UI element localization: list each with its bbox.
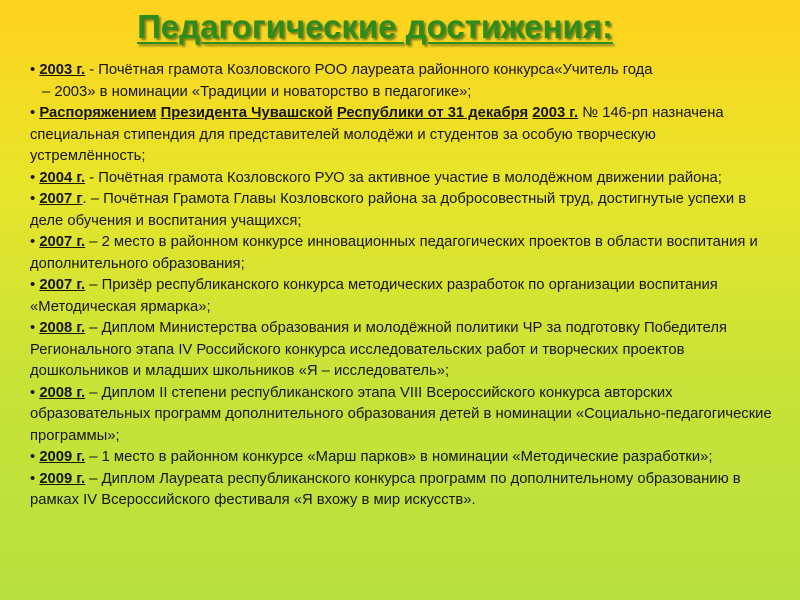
- achievements-list: [30, 60, 775, 512]
- list-item: [30, 318, 775, 383]
- bullet: •: [30, 384, 36, 401]
- bullet: •: [30, 169, 36, 186]
- list-item: [30, 60, 775, 103]
- item-year: 2007 г.: [39, 234, 86, 250]
- item-text: . – Почётная Грамота Главы Козловского района за добросовестный труд, достигнутые успехи в деле обучения и воспитания учащихся;: [30, 191, 747, 229]
- item-lead-part: Распоряжением: [39, 105, 157, 121]
- item-lead-part: 2003 г.: [532, 105, 579, 121]
- item-year: 2009 г.: [39, 449, 86, 465]
- bullet: •: [30, 105, 36, 121]
- item-year: 2007 г.: [39, 277, 86, 293]
- item-year: 2003 г.: [39, 62, 86, 78]
- bullet: •: [30, 449, 36, 465]
- list-item: [30, 232, 775, 275]
- list-item: [30, 447, 775, 469]
- list-item: [30, 275, 775, 318]
- bullet: •: [30, 191, 36, 207]
- item-text: – 2 место в районном конкурсе инновационных педагогических проектов в области воспитания и дополнительного образования;: [30, 234, 758, 272]
- bullet: •: [30, 234, 36, 250]
- list-item: [30, 168, 775, 190]
- item-text: – Диплом Лауреата республиканского конкурса программ по дополнительному образованию в рамках IV Всероссийского фестиваля «Я вхожу в мир искусств».: [30, 470, 741, 508]
- item-text: - Почётная грамота Козловского РУО за активное участие в молодёжном движении района;: [85, 169, 722, 186]
- item-text-continued: – 2003» в номинации «Традиции и новаторство в педагогике»;: [42, 83, 472, 100]
- item-year: 2009 г.: [39, 470, 86, 487]
- bullet: •: [30, 470, 36, 487]
- list-item: [30, 103, 775, 168]
- list-item: [30, 469, 775, 512]
- item-year: 2008 г.: [39, 384, 86, 401]
- item-text: – Диплом II степени республиканского этапа VIII Всероссийского конкурса авторских образовательных программ дополнительного образования детей в номинации «Социально-педагогические программы»;: [30, 384, 772, 444]
- bullet: •: [30, 320, 36, 336]
- page-title: Педагогические достижения:: [137, 8, 613, 45]
- list-item: [30, 189, 775, 232]
- item-year: 2007 г: [39, 191, 83, 207]
- item-year: 2004 г.: [39, 169, 86, 186]
- item-text: - Почётная грамота Козловского РОО лауреата районного конкурса«Учитель года: [85, 62, 653, 78]
- item-lead-part: Республики от 31 декабря: [336, 105, 529, 121]
- list-item: [30, 383, 775, 448]
- item-year: 2008 г.: [39, 320, 86, 336]
- item-text: – 1 место в районном конкурсе «Марш парков» в номинации «Методические разработки»;: [85, 449, 713, 465]
- item-text: – Диплом Министерства образования и молодёжной политики ЧР за подготовку Победителя Регионального этапа IV Российского конкурса исследовательских работ и творческих проектов дошкольников и младших школьников «Я – исследователь»;: [30, 320, 727, 379]
- item-lead-part: Президента Чувашской: [160, 105, 333, 121]
- item-text: – Призёр республиканского конкурса методических разработок по организации воспитания «Методическая ярмарка»;: [30, 277, 718, 315]
- item-text: № 146-рп назначена специальная стипендия для представителей молодёжи и студентов за особую творческую устремлённость;: [30, 105, 724, 164]
- bullet: •: [30, 62, 36, 78]
- bullet: •: [30, 277, 36, 293]
